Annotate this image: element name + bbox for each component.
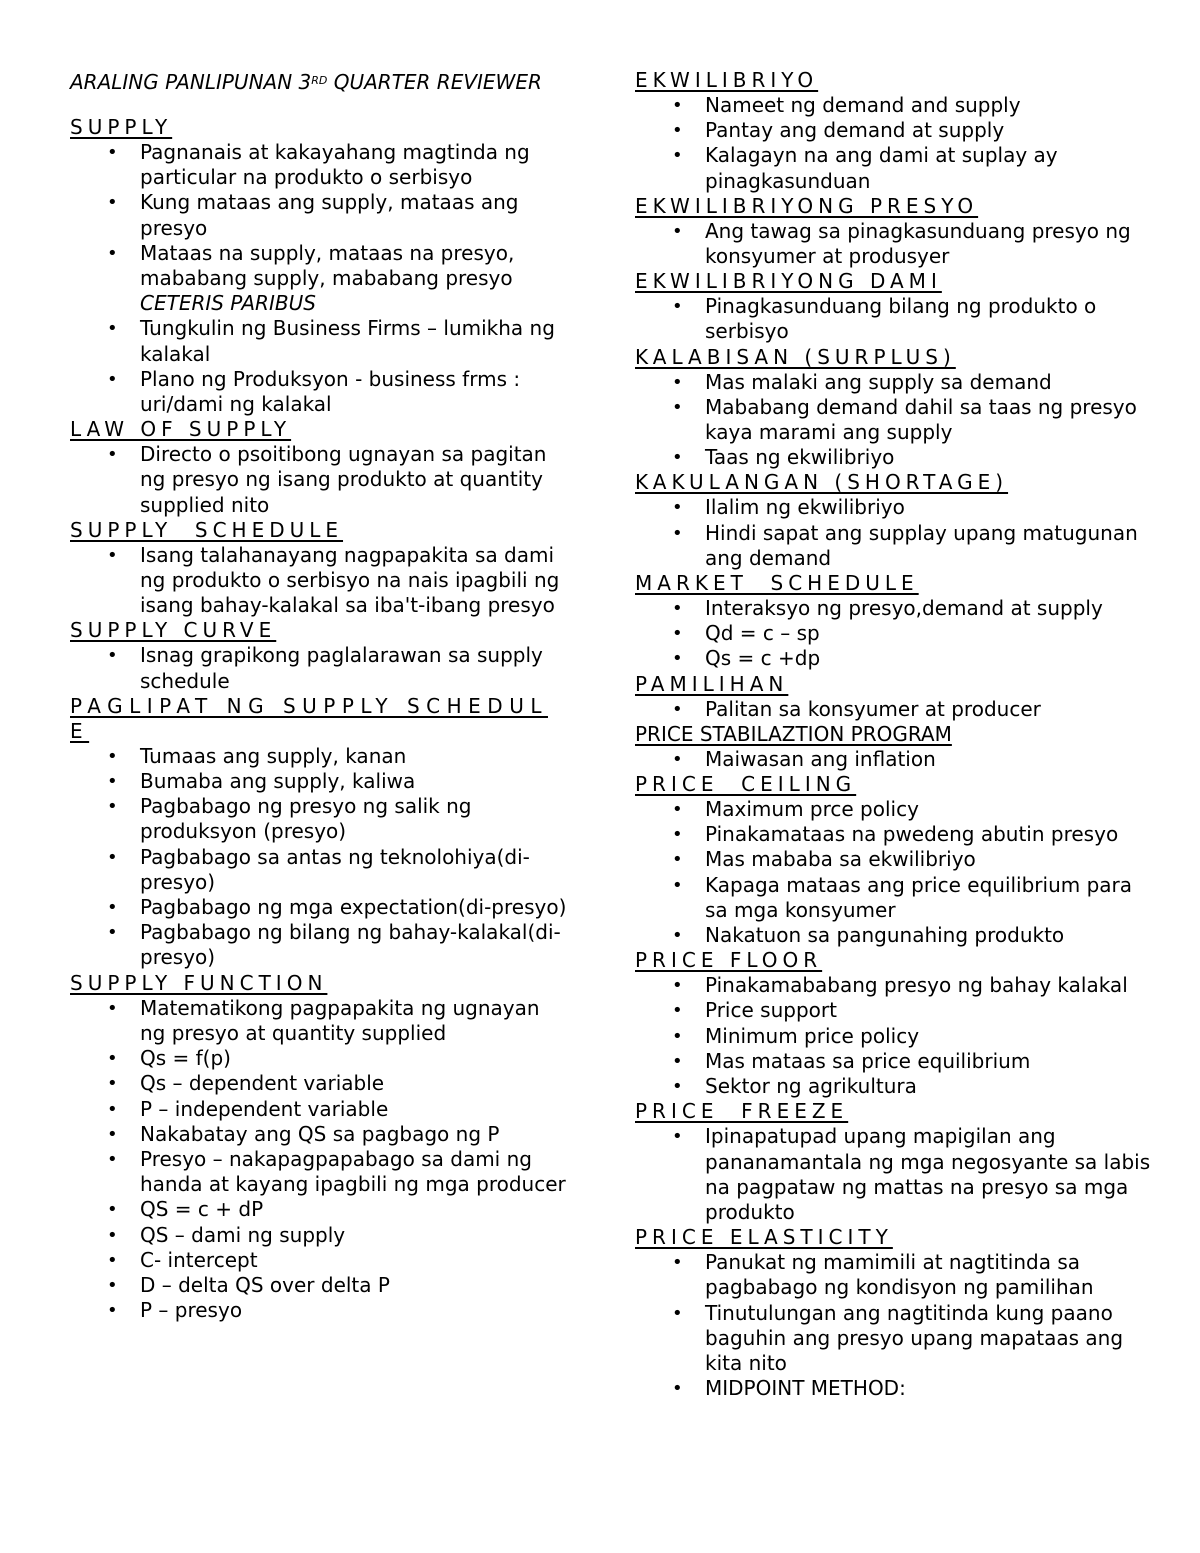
bullet-list (635, 747, 1155, 772)
bullet-list (635, 93, 1155, 194)
section-price-ceiling (635, 772, 1155, 948)
ceteris-paribus-note: CETERIS PARIBUS (140, 291, 316, 316)
bullet-list (635, 596, 1155, 672)
list-item: • Mas mataas sa price equilibrium (635, 1049, 1155, 1074)
list-item: • Tungkulin ng Business Firms – lumikha ng kalakal (70, 316, 570, 366)
section-heading: SUPPLY SCHEDULE (70, 517, 344, 542)
list-item: • Pagbabago ng mga expectation(di-presyo) (70, 895, 570, 920)
list-item: • Bumaba ang supply, kaliwa (70, 769, 570, 794)
list-item: • Kalagayn na ang dami at suplay ay pinagkasunduan (635, 143, 1155, 193)
section-kalabisan (635, 345, 1155, 471)
section-heading: SUPPLY (70, 115, 173, 139)
bullet-list (70, 643, 570, 693)
list-item: • Pagbabago ng presyo ng salik ng produksyon (presyo) (70, 794, 570, 844)
list-item: • C- intercept (70, 1248, 570, 1273)
list-item: • Pagnanais at kakayahang magtinda ng particular na produkto o serbisyo (70, 140, 570, 190)
list-item: • Isnag grapikong paglalarawan sa supply schedule (70, 643, 570, 693)
bullet-list (635, 1124, 1155, 1225)
document-title (70, 68, 570, 97)
list-item: • Pinakamataas na pwedeng abutin presyo (635, 822, 1155, 847)
list-item: • Mas malaki ang supply sa demand (635, 370, 1155, 395)
right-column (635, 68, 1155, 1401)
list-item: • P – independent variable (70, 1097, 570, 1122)
list-item: • QS – dami ng supply (70, 1223, 570, 1248)
list-item: • Plano ng Produksyon - business frms : uri/dami ng kalakal (70, 367, 570, 417)
bullet-list (70, 543, 570, 619)
list-item: • Tumaas ang supply, kanan (70, 744, 570, 769)
title-rest: QUARTER REVIEWER (327, 70, 542, 94)
left-column (70, 68, 570, 1323)
list-item: • Matematikong pagpapakita ng ugnayan ng presyo at quantity supplied (70, 996, 570, 1046)
section-law-of-supply (70, 417, 570, 518)
section-heading: PRICE STABILAZTION PROGRAM (635, 721, 952, 746)
bullet-list (635, 697, 1155, 722)
list-item: • D – delta QS over delta P (70, 1273, 570, 1298)
section-price-floor (635, 948, 1155, 1099)
section-heading: KAKULANGAN (SHORTAGE) (635, 470, 1009, 495)
list-item: • Qs = f(p) (70, 1046, 570, 1071)
list-item: • Ipinapatupad upang mapigilan ang pananamantala ng mga negosyante sa labis na pagpataw ng mattas na presyo sa mga produkto (635, 1124, 1155, 1225)
list-item: • Mas mababa sa ekwilibriyo (635, 847, 1155, 872)
list-item: • Sektor ng agrikultura (635, 1074, 1155, 1099)
bullet-list (635, 1250, 1155, 1401)
section-heading: LAW OF SUPPLY (70, 417, 292, 442)
bullet-list (70, 996, 570, 1324)
title-main: ARALING PANLIPUNAN 3 (70, 70, 312, 94)
section-supply-function (70, 971, 570, 1324)
section-ekwilibriyong-presyo (635, 194, 1155, 269)
list-item (70, 241, 570, 317)
list-item: • Ang tawag sa pinagkasunduang presyo ng konsyumer at produsyer (635, 219, 1155, 269)
bullet-list (635, 797, 1155, 948)
section-heading: EKWILIBRIYONG DAMI (635, 269, 942, 294)
bullet-list (635, 294, 1155, 344)
bullet-list (635, 973, 1155, 1099)
title-superscript: RD (311, 74, 328, 87)
section-heading: PRICE ELASTICITY (635, 1225, 893, 1250)
section-heading: KALABISAN (SURPLUS) (635, 344, 956, 369)
bullet-list (70, 442, 570, 518)
section-price-elasticity (635, 1225, 1155, 1401)
list-item: • Pinakamababang presyo ng bahay kalakal (635, 973, 1155, 998)
list-item: • Qd = c – sp (635, 621, 1155, 646)
list-item: • Nakabatay ang QS sa pagbago ng P (70, 1122, 570, 1147)
list-item: • Tinutulungan ang nagtitinda kung paano baguhin ang presyo upang mapataas ang kita nito (635, 1301, 1155, 1377)
section-heading: PRICE FREEZE (635, 1099, 849, 1124)
list-item: • Pagbabago sa antas ng teknolohiya(di-presyo) (70, 845, 570, 895)
list-item: • Directo o psoitibong ugnayan sa pagitan ng presyo ng isang produkto at quantity supplied nito (70, 442, 570, 518)
section-heading: PAMILIHAN (635, 671, 789, 696)
section-heading: MARKET SCHEDULE (635, 571, 919, 596)
list-item: • Taas ng ekwilibriyo (635, 445, 1155, 470)
list-item: • Price support (635, 998, 1155, 1023)
list-item: • Pinagkasunduang bilang ng produkto o serbisyo (635, 294, 1155, 344)
list-item: • Kung mataas ang supply, mataas ang presyo (70, 190, 570, 240)
list-item: • P – presyo (70, 1298, 570, 1323)
list-item: • Pantay ang demand at supply (635, 118, 1155, 143)
list-item: • Maximum prce policy (635, 797, 1155, 822)
list-item: • Pagbabago ng bilang ng bahay-kalakal(di-presyo) (70, 920, 570, 970)
list-item: • QS = c + dP (70, 1197, 570, 1222)
section-heading: PRICE CEILING (635, 772, 857, 797)
section-paglipat-ng-supply-schedule (70, 694, 570, 971)
section-market-schedule (635, 571, 1155, 672)
bullet-list (70, 744, 570, 971)
bullet-list (635, 219, 1155, 269)
section-kakulangan (635, 470, 1155, 571)
list-item-text: Mataas na supply, mataas na presyo, mababang supply, mababang presyo (140, 240, 515, 291)
list-item: • Nameet ng demand and supply (635, 93, 1155, 118)
list-item: • Palitan sa konsyumer at producer (635, 697, 1155, 722)
section-pamilihan (635, 672, 1155, 722)
section-supply-schedule (70, 518, 570, 619)
section-ekwilibriyo (635, 68, 1155, 194)
section-price-freeze (635, 1099, 1155, 1225)
section-heading: SUPPLY CURVE (70, 618, 277, 643)
section-heading: EKWILIBRIYONG PRESYO (635, 193, 979, 218)
section-supply-curve (70, 618, 570, 693)
list-item: • Qs – dependent variable (70, 1071, 570, 1096)
section-supply (70, 115, 570, 417)
bullet-list (635, 370, 1155, 471)
list-item: • Ilalim ng ekwilibriyo (635, 495, 1155, 520)
list-item: • Interaksyo ng presyo,demand at supply (635, 596, 1155, 621)
bullet-list (635, 495, 1155, 571)
list-item: • Isang talahanayang nagpapakita sa dami ng produkto o serbisyo na nais ipagbili ng isang bahay-kalakal sa iba't-ibang presyo (70, 543, 570, 619)
list-item: • Presyo – nakapagpapabago sa dami ng handa at kayang ipagbili ng mga producer (70, 1147, 570, 1197)
list-item: • Panukat ng mamimili at nagtitinda sa pagbabago ng kondisyon ng pamilihan (635, 1250, 1155, 1300)
section-heading: SUPPLY FUNCTION (70, 970, 328, 995)
list-item: • Qs = c +dp (635, 646, 1155, 671)
section-heading: EKWILIBRIYO (635, 68, 819, 92)
section-heading: PAGLIPAT NG SUPPLY SCHEDULE (70, 693, 548, 743)
section-price-stabilization-program (635, 722, 1155, 772)
section-heading: PRICE FLOOR (635, 948, 823, 973)
list-item: • Minimum price policy (635, 1024, 1155, 1049)
list-item: • Kapaga mataas ang price equilibrium para sa mga konsyumer (635, 873, 1155, 923)
list-item: • Nakatuon sa pangunahing produkto (635, 923, 1155, 948)
list-item: • MIDPOINT METHOD: (635, 1376, 1155, 1401)
list-item: • Hindi sapat ang supplay upang matugunan ang demand (635, 521, 1155, 571)
bullet-list (70, 140, 570, 417)
list-item: • Mababang demand dahil sa taas ng presyo kaya marami ang supply (635, 395, 1155, 445)
list-item: • Maiwasan ang inflation (635, 747, 1155, 772)
section-ekwilibriyong-dami (635, 269, 1155, 344)
